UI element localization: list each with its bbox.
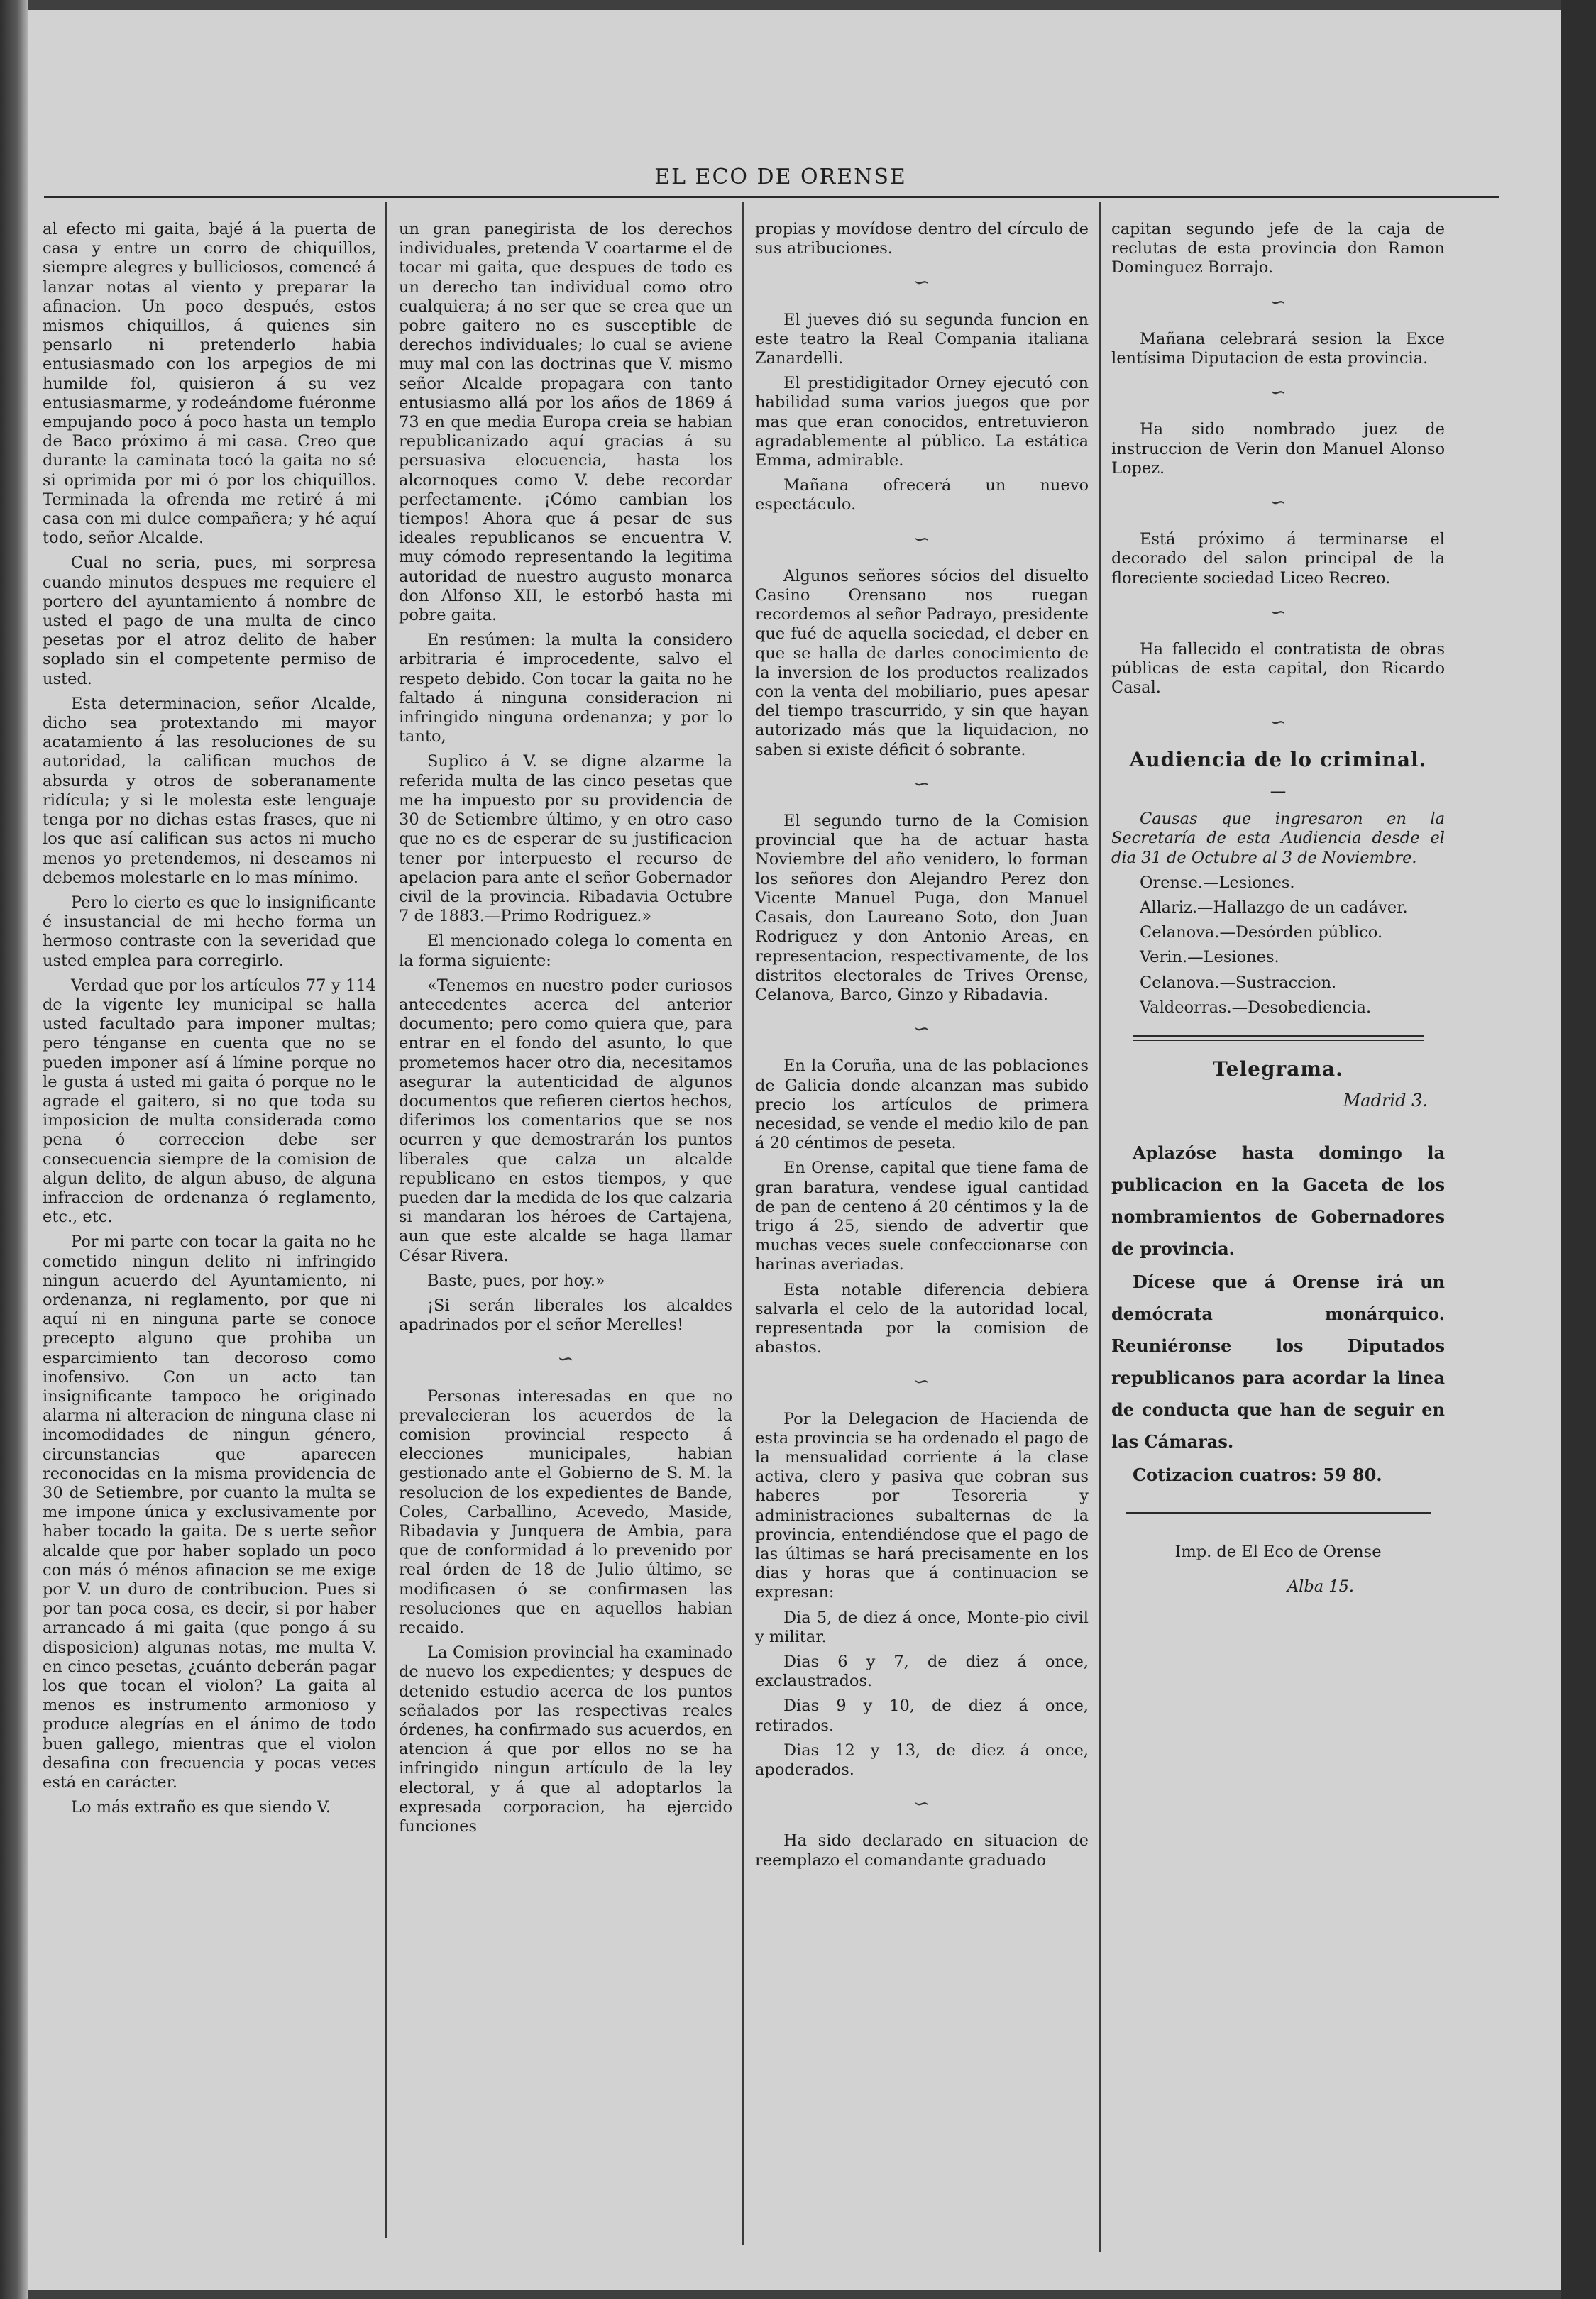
section-divider — [1133, 1035, 1424, 1041]
book-binding-left — [0, 0, 28, 2299]
article-paragraph: Verdad que por los artículos 77 y 114 de la vigente ley municipal se halla usted facultado para imponer multas; pero ténganse en cuenta que no se pueden imponer así á límine porque no le gusta á usted mi gaita ó porque no le agrade el gaitero, si no que toda su imposicion de multa considerada como pena ó correccion debe ser consecuencia siempre de la comision de algun delito, de algun abuso, de alguna infraccion de ordenanza ó reglamento, etc., etc. — [43, 976, 376, 1227]
footer-divider — [1126, 1512, 1431, 1514]
article-paragraph: «Tenemos en nuestro poder curiosos antecedentes acerca del anterior documento; pero como quiera que, para entrar en el fondo del asunto, lo que prometemos hacer otro dia, necesitamos asegurar la autenticidad de algunos documentos que refieren ciertos hechos, diferimos los comentarios que se nos ocurren y que demostrarán los puntos liberales que calza un alcalde republicano en estos tiempos, y que pueden dar la medida de los que calzaria si mandaran los héroes de Cartajena, aun que este alcalde se haga llamar César Rivera. — [399, 976, 732, 1265]
article-paragraph: Baste, pues, por hoy.» — [427, 1271, 605, 1290]
printer-address: Alba 15. — [1287, 1577, 1355, 1596]
article-paragraph: El prestidigitador Orney ejecutó con habilidad suma varios juegos que por mas que eran conocidos, entretuvieron agradablemente al público. La estática Emma, admirable. — [755, 374, 1089, 470]
column-4 — [1111, 220, 1445, 1597]
article-paragraph: Cual no seria, pues, mi sorpresa cuando minutos despues me requiere el portero del ayuntamiento á nombre de usted el pago de una multa de cinco pesetas por el atroz delito de haber soplado sin el competente permiso de usted. — [43, 553, 376, 688]
article-paragraph: Esta determinacion, señor Alcalde, dicho sea protextando mi mayor acatamiento á las resoluciones de su autoridad, la califican muchos de absurda y otros de soberanamente ridícula; y si le molesta este lenguaje tenga por no dichas estas frases, que ni los que así califican sus actos ni mucho menos yo pretendemos, ni deseamos ni debemos molestarle en lo mas mínimo. — [43, 694, 376, 887]
article-paragraph: al efecto mi gaita, bajé á la puerta de casa y entre un corro de chiquillos, siempre alegres y bulliciosos, comencé á lanzar notas al viento y preparar la afinacion. Un poco después, estos mismos chiquillos, á quienes sin pensarlo ni pretenderlo habia entusiasmado con los arpegios de mi humilde fol, quisieron á su vez entusiasmarme, y rodeándome fuéronme empujando poco á poco hasta un templo de Baco próximo á mi casa. Creo que durante la caminata tocó la gaita no sé si oprimida por mi ó por los chiquillos. Terminada la ofrenda me retiré á mi casa con mi dulce compañera; y hé aquí todo, señor Alcalde. — [43, 220, 376, 548]
article-paragraph: Algunos señores sócios del disuelto Casino Orensano nos ruegan recordemos al señor Padrayo, presidente que fué de aquella sociedad, el deber en que se halla de darles conocimiento de la inversion de los productos realizados con la venta del mobiliario, pues apesar del tiempo trascurrido, y sin que hayan autorizado más que la liquidacion, no saben si existe déficit ó sobrante. — [755, 566, 1089, 759]
ornament-icon: ∽ — [1270, 290, 1287, 314]
newspaper-page — [28, 10, 1561, 2290]
article-paragraph: La Comision provincial ha examinado de nuevo los expedientes; y despues de detenido estudio acerca de los puntos señalados por las respectivas reales órdenes, ha confirmado sus acuerdos, en atencion á que por ellos no se ha infringido ningun artículo de la ley electoral, y á que al adoptarlos la expresada corporacion, ha ejercido funciones — [399, 1643, 732, 1836]
ornament-icon: ∽ — [913, 1369, 930, 1394]
article-paragraph: Pero lo cierto es que lo insignificante é insustancial de mi hecho forma un hermoso contraste con la severidad que usted emplea para corregirlo. — [43, 893, 376, 970]
telegrama-heading: Telegrama. — [1213, 1057, 1343, 1081]
printer-imprint: Imp. de El Eco de Orense — [1174, 1542, 1382, 1561]
article-paragraph: Personas interesadas en que no prevalecieran los acuerdos de la comision provincial respecto á elecciones municipales, habian gestionado ante el Gobierno de S. M. la resolucion de los expedientes de Bande, Coles, Carballino, Acevedo, Maside, Ribadavia y Junquera de Ambia, para que de conformidad á lo prevenido por real órden de 18 de Julio último, se modificasen ó se confirmasen las resoluciones que en aquellos habian recaido. — [399, 1386, 732, 1638]
header-rule — [44, 196, 1499, 198]
article-paragraph: Ha sido nombrado juez de instruccion de Verin don Manuel Alonso Lopez. — [1111, 420, 1445, 478]
article-paragraph: Dias 9 y 10, de diez á once, retirados. — [755, 1697, 1089, 1735]
article-paragraph: Suplico á V. se digne alzarme la referida multa de las cinco pesetas que me ha impuesto por su providencia de 30 de Setiembre último, y en otro caso que no es de esperar de su justificacion tener por interpuesto el recurso de apelacion para ante el señor Gobernador civil de la provincia. Ribadavia Octubre 7 de 1883.—Primo Rodriguez.» — [399, 752, 732, 926]
article-paragraph: Por mi parte con tocar la gaita no he cometido ningun delito ni infringido ningun acuerdo del Ayuntamiento, ni ordenanza, ni reglamento, por que ni aquí ni en ninguna parte se conoce precepto alguno que prohiba un esparcimiento tan decoroso como inofensivo. Con un acto tan insignificante tampoco he originado alarma ni alteracion de ninguna clase ni incomodidades de ningun género, circunstancias que aparecen reconocidas en la misma providencia de 30 de Setiembre, por cuanto la multa se me impone única y exclusivamente por haber tocado la gaita. De s uerte señor alcalde que por haber soplado un poco con más ó ménos afinacion se me exige por V. un duro de contribucion. Pues si por tan poca cosa, es decir, si por haber arrancado á mi gaita (que pongo á su disposicion) algunas notas, me multa V. en cinco pesetas, ¿cuánto deberán pagar los que tocan el violon? La gaita al menos es instrumento armonioso y produce alegrías en el ánimo de todo buen gallego, mientras que el violon desafina con frecuencia y pocas veces está en carácter. — [43, 1233, 376, 1792]
ornament-icon: ∽ — [1270, 710, 1287, 734]
telegrama-paragraph: Dícese que á Orense irá un demócrata monárquico. Reuniéronse los Diputados republicanos para acordar la linea de conducta que han de seguir en las Cámaras. — [1111, 1271, 1445, 1452]
case-entry: Allariz.—Hallazgo de un cadáver. — [1140, 898, 1408, 917]
page-masthead: EL ECO DE ORENSE — [654, 165, 907, 189]
article-paragraph: capitan segundo jefe de la caja de reclutas de esta provincia don Ramon Dominguez Borrajo. — [1111, 220, 1445, 277]
ornament-icon: ∽ — [913, 1017, 930, 1041]
article-paragraph: Dia 5, de diez á once, Monte-pio civil y militar. — [755, 1608, 1089, 1646]
case-entry: Valdeorras.—Desobediencia. — [1140, 998, 1372, 1017]
article-paragraph: En la Coruña, una de las poblaciones de Galicia donde alcanzan mas subido precio los artículos de primera necesidad, se vende el medio kilo de pan á 20 céntimos de peseta. — [755, 1057, 1089, 1153]
telegrama-paragraph: Aplazóse hasta domingo la publicacion en la Gaceta de los nombramientos de Gobernadores de provincia. — [1111, 1142, 1445, 1259]
article-paragraph: un gran panegirista de los derechos individuales, pretenda V coartarme el de tocar mi gaita, que despues de todo es un derecho tan individual como otro cualquiera; á no ser que se crea que un pobre gaitero no es susceptible de derechos individuales; lo cual se aviene muy mal con las doctrinas que V. mismo señor Alcalde propagara con tanto entusiasmo allá por los años de 1869 á 73 en que media Europa creia se habian republicanizado aquí gracias á su persuasiva elocuencia, hasta los alcornoques como V. debe recordar perfectamente. ¡Cómo cambian los tiempos! Ahora que á pesar de sus ideales republicanos se encuentra V. muy cómodo representando la legitima autoridad de nuestro augusto monarca don Alfonso XII, le estorbó hasta mi pobre gaita. — [399, 220, 732, 625]
telegrama-place: Madrid 3. — [1343, 1091, 1428, 1111]
ornament-icon: ∽ — [913, 526, 930, 551]
heading-dash: — — [1270, 782, 1287, 801]
article-paragraph: Ha fallecido el contratista de obras públicas de esta capital, don Ricardo Casal. — [1111, 640, 1445, 698]
article-paragraph: Mañana celebrará sesion la Exce lentísima Diputacion de esta provincia. — [1111, 329, 1445, 368]
telegrama-paragraph: Cotizacion cuatros: 59 80. — [1133, 1464, 1382, 1485]
audiencia-heading: Audiencia de lo criminal. — [1129, 747, 1427, 771]
ornament-icon: ∽ — [1270, 600, 1287, 624]
article-paragraph: El jueves dió su segunda funcion en este teatro la Real Compania italiana Zanardelli. — [755, 310, 1089, 368]
column-2 — [399, 220, 732, 1842]
column-3 — [755, 220, 1089, 1876]
article-paragraph: Por la Delegacion de Hacienda de esta provincia se ha ordenado el pago de la mensualidad corriente á la clase activa, clero y pasiva que cobran sus haberes por Tesoreria y administraciones subalternas de la provincia, entendiéndose que el pago de las últimas se hará precisamente en los dias y horas que á continuacion se expresan: — [755, 1409, 1089, 1602]
article-paragraph: Dias 12 y 13, de diez á once, apoderados. — [755, 1741, 1089, 1780]
article-paragraph: En resúmen: la multa la considero arbitraria é improcedente, salvo el respeto debido. Con tocar la gaita no he faltado á ninguna consideracion ni infringido ninguna ordenanza; y por lo tanto, — [399, 631, 732, 746]
article-paragraph: propias y movídose dentro del círculo de sus atribuciones. — [755, 220, 1089, 258]
column-rule-3 — [1099, 202, 1101, 2252]
case-entry: Orense.—Lesiones. — [1140, 873, 1295, 892]
ornament-icon: ∽ — [1270, 380, 1287, 404]
article-paragraph: Ha sido declarado en situacion de reemplazo el comandante graduado — [755, 1831, 1089, 1870]
article-paragraph: Lo más extraño es que siendo V. — [71, 1798, 331, 1817]
article-paragraph: Esta notable diferencia debiera salvarla el celo de la autoridad local, representada por la comision de abastos. — [755, 1280, 1089, 1357]
article-paragraph: El mencionado colega lo comenta en la forma siguiente: — [399, 932, 732, 970]
article-paragraph: Mañana ofrecerá un nuevo espectáculo. — [755, 476, 1089, 514]
ornament-icon: ∽ — [913, 270, 930, 294]
article-paragraph: Está próximo á terminarse el decorado del salon principal de la floreciente sociedad Liceo Recreo. — [1111, 530, 1445, 588]
article-paragraph: El segundo turno de la Comision provincial que ha de actuar hasta Noviembre del año venidero, lo forman los señores don Alejandro Perez don Vicente Manuel Puga, don Manuel Casais, don Laureano Soto, don Juan Rodriguez y don Antonio Areas, en representacion, respectivamente, de los distritos electorales de Trives Orense, Celanova, Barco, Ginzo y Ribadavia. — [755, 812, 1089, 1004]
article-paragraph: En Orense, capital que tiene fama de gran baratura, vendese igual cantidad de pan de centeno á 20 céntimos y la de trigo á 25, siendo de advertir que muchas veces suele confeccionarse con harinas averiadas. — [755, 1159, 1089, 1274]
book-binding-right — [1561, 0, 1596, 2299]
ornament-icon: ∽ — [913, 1792, 930, 1816]
column-1 — [43, 220, 376, 1823]
article-paragraph: ¡Si serán liberales los alcaldes apadrinados por el señor Merelles! — [399, 1296, 732, 1335]
telegrama-body — [1111, 1137, 1445, 1491]
audiencia-note: Causas que ingresaron en la Secretaría de esta Audiencia desde el dia 31 de Octubre al 3 de Noviembre. — [1111, 810, 1445, 867]
column-rule-2 — [742, 202, 744, 2245]
ornament-icon: ∽ — [1270, 490, 1287, 514]
case-entry: Celanova.—Sustraccion. — [1140, 973, 1337, 992]
case-entry: Verin.—Lesiones. — [1140, 948, 1279, 967]
case-entry: Celanova.—Desórden público. — [1140, 923, 1383, 942]
column-rule-1 — [385, 202, 387, 2238]
ornament-icon: ∽ — [913, 771, 930, 795]
ornament-icon: ∽ — [557, 1347, 574, 1371]
article-paragraph: Dias 6 y 7, de diez á once, exclaustrados. — [755, 1653, 1089, 1691]
